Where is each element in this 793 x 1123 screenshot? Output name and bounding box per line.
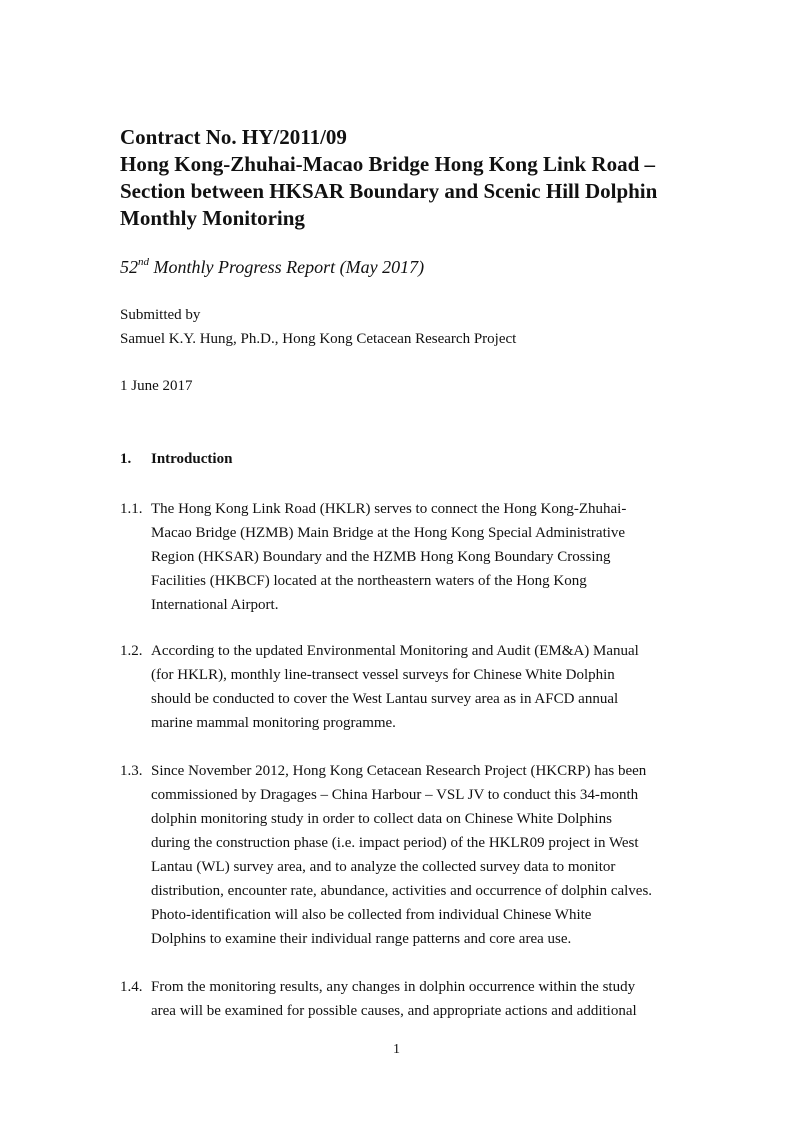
title-line-contract: Contract No. HY/2011/09	[120, 125, 347, 149]
subtitle-text: Monthly Progress Report (May 2017)	[149, 257, 425, 277]
title-line-project: Hong Kong-Zhuhai-Macao Bridge Hong Kong Link Road –	[120, 152, 656, 176]
submitted-author: Samuel K.Y. Hung, Ph.D., Hong Kong Cetacean Research Project	[120, 331, 517, 347]
report-title	[120, 124, 720, 232]
paragraph-line: Region (HKSAR) Boundary and the HZMB Hong Kong Boundary Crossing	[151, 549, 611, 565]
paragraph-number: 1.2.	[120, 643, 143, 659]
section-number: 1.	[120, 451, 132, 467]
paragraph-1-4	[120, 975, 700, 1023]
paragraph-line: The Hong Kong Link Road (HKLR) serves to connect the Hong Kong-Zhuhai-	[151, 501, 627, 517]
paragraph-line: International Airport.	[151, 597, 279, 613]
section-heading	[120, 447, 232, 471]
submitted-block	[120, 303, 516, 351]
subtitle-ordinal-suffix: nd	[138, 256, 149, 268]
paragraph-line: Macao Bridge (HZMB) Main Bridge at the Hong Kong Special Administrative	[151, 525, 626, 541]
paragraph-line: distribution, encounter rate, abundance, activities and occurrence of dolphin calves.	[151, 883, 653, 899]
paragraph-line: From the monitoring results, any changes in dolphin occurrence within the study	[151, 979, 636, 995]
subtitle-number: 52	[120, 257, 138, 277]
paragraph-1-2	[120, 639, 700, 735]
paragraph-1-3	[120, 759, 700, 951]
paragraph-line: According to the updated Environmental Monitoring and Audit (EM&A) Manual	[151, 643, 639, 659]
section-title: Introduction	[151, 451, 233, 467]
paragraph-line: Photo-identification will also be collected from individual Chinese White	[151, 907, 592, 923]
paragraph-1-1	[120, 497, 700, 617]
paragraph-line: Dolphins to examine their individual range patterns and core area use.	[151, 931, 572, 947]
title-line-monitoring: Monthly Monitoring	[120, 206, 305, 230]
title-line-section: Section between HKSAR Boundary and Scenic Hill Dolphin	[120, 179, 658, 203]
paragraph-number: 1.1.	[120, 501, 143, 517]
paragraph-line: marine mammal monitoring programme.	[151, 715, 396, 731]
paragraph-line: commissioned by Dragages – China Harbour – VSL JV to conduct this 34-month	[151, 787, 639, 803]
paragraph-line: during the construction phase (i.e. impact period) of the HKLR09 project in West	[151, 835, 639, 851]
paragraph-line: (for HKLR), monthly line-transect vessel surveys for Chinese White Dolphin	[151, 667, 615, 683]
submitted-label: Submitted by	[120, 307, 201, 323]
paragraph-line: Facilities (HKBCF) located at the northeastern waters of the Hong Kong	[151, 573, 587, 589]
paragraph-line: Since November 2012, Hong Kong Cetacean Research Project (HKCRP) has been	[151, 763, 647, 779]
paragraph-number: 1.4.	[120, 979, 143, 995]
paragraph-line: Lantau (WL) survey area, and to analyze the collected survey data to monitor	[151, 859, 616, 875]
paragraph-line: dolphin monitoring study in order to collect data on Chinese White Dolphins	[151, 811, 612, 827]
paragraph-number: 1.3.	[120, 763, 143, 779]
paragraph-line: should be conducted to cover the West Lantau survey area as in AFCD annual	[151, 691, 619, 707]
report-date: 1 June 2017	[120, 378, 193, 394]
page-number: 1	[393, 1042, 400, 1057]
paragraph-line: area will be examined for possible causes, and appropriate actions and additional	[151, 1003, 637, 1019]
report-subtitle	[120, 255, 424, 279]
